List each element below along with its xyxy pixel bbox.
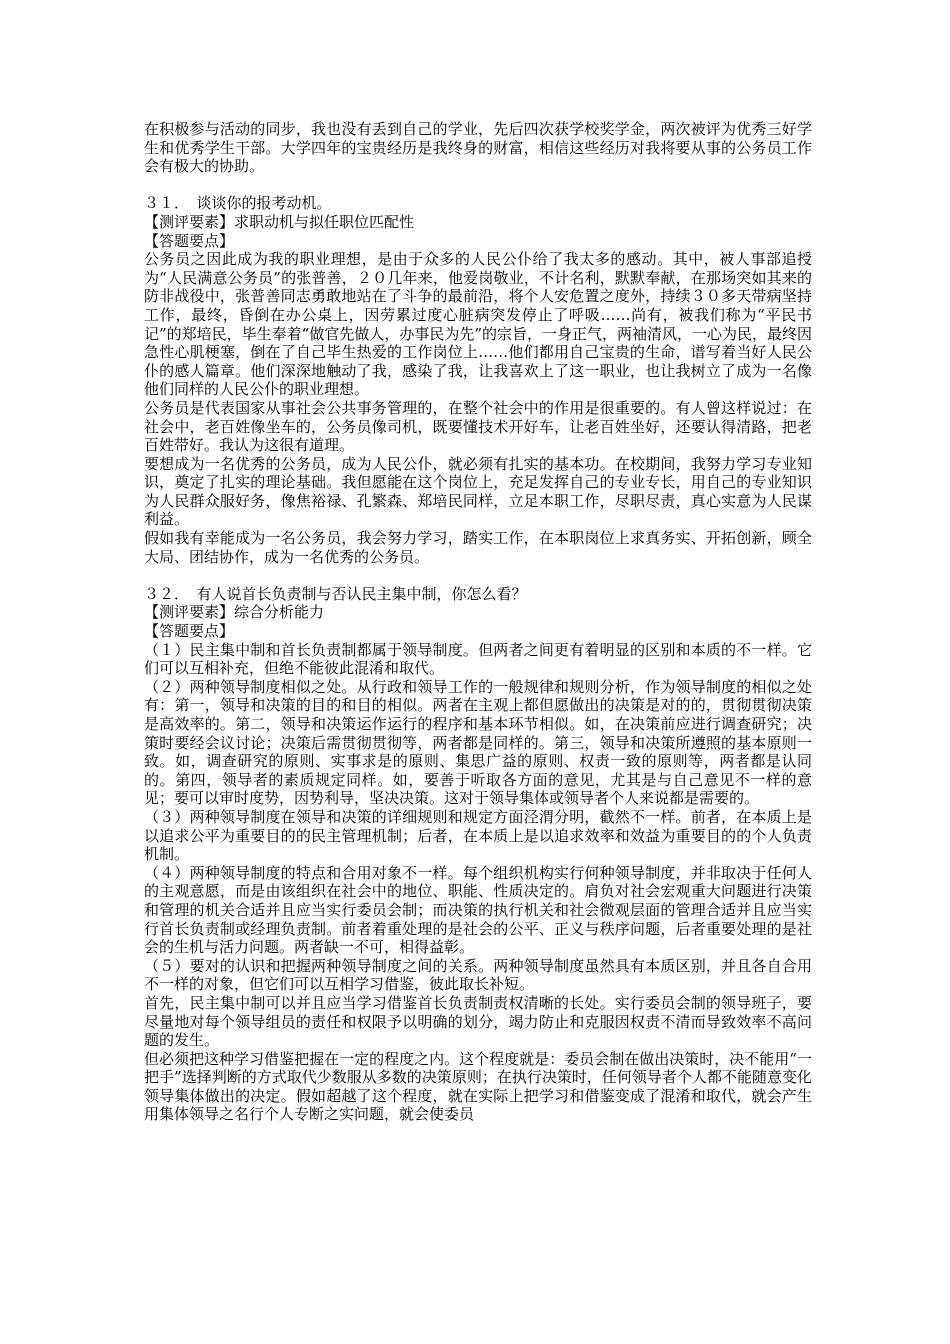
question-31-answer-paragraph: 要想成为一名优秀的公务员，成为人民公仆，就必须有扎实的基本功。在校期间，我努力学习专业知识，奠定了扎实的理论基础。我但愿能在这个岗位上，充足发挥自己的专业专长，用自己的专业知识为人民群众服好务，像焦裕禄、孔繁森、郑培民同样，立足本职工作，尽职尽责，真心实意为人民谋利益。 [144, 454, 812, 529]
question-32-answer-paragraph: 但必须把这种学习借鉴把握在一定的程度之内。这个程度就是：委员会制在做出决策时，决不能用“一把手”选择判断的方式取代少数服从多数的决策原则；在执行决策时，任何领导者个人都不能随意变化领导集体做出的决定。假如超越了这个程度，就在实际上把学习和借鉴变成了混淆和取代，就会产生用集体领导之名行个人专断之实问题，就会使委员 [144, 1049, 812, 1124]
question-32-criteria: 【测评要素】综合分析能力 [144, 603, 325, 622]
question-31-answer-paragraph: 公务员之因此成为我的职业理想，是由于众多的人民公仆给了我太多的感动。其中，被人事部追授为“人民满意公务员”的张普善，２０几年来，他爱岗敬业，不计名利，默默奉献，在那场突如其来的防非战役中，张普善同志勇敢地站在了斗争的最前沿，将个人安危置之度外，持续３０多天带病坚持工作，最终，昏倒在办公桌上，因劳累过度心脏病突发停止了呼吸……尚有，被我们称为“平民书记”的郑培民，毕生奉着“做官先做人，办事民为先”的宗旨，一身正气，两袖清风，一心为民，最终因急性心肌梗塞，倒在了自己毕生热爱的工作岗位上……他们都用自己宝贵的生命，谱写着当好人民公仆的感人篇章。他们深深地触动了我，感染了我，让我喜欢上了这一职业，也让我树立了成为一名像他们同样的人民公仆的职业理想。 [144, 250, 813, 399]
question-32-answer-paragraph: （５）要对的认识和把握两种领导制度之间的关系。两种领导制度虽然具有本质区别，并且各自合用不一样的对象，但它们可以互相学习借鉴，彼此取长补短。 [144, 956, 812, 994]
intro-paragraph: 在积极参与活动的同步，我也没有丢到自己的学业，先后四次获学校奖学金，两次被评为优秀三好学生和优秀学生干部。大学四年的宝贵经历是我终身的财富，相信这些经历对我将要从事的公务员工作会有极大的协助。 [144, 120, 812, 176]
question-31-answer-paragraph: 假如我有幸能成为一名公务员，我会努力学习，踏实工作，在本职岗位上求真务实、开拓创新，顾全大局、团结协作，成为一名优秀的公务员。 [144, 529, 812, 566]
question-31-section [144, 194, 812, 566]
question-31-title: ３１． 谈谈你的报考动机。 [144, 194, 332, 213]
question-31-points-heading: 【答题要点】 [144, 231, 235, 250]
question-32-answer-paragraph: （３）两种领导制度在领导和决策的详细规则和规定方面泾渭分明，截然不一样。前者，在本质上是以追求公平为重要目的的民主管理机制；后者，在本质上是以追求效率和效益为重要目的的个人负责机制。 [144, 807, 812, 864]
question-31-criteria: 【测评要素】求职动机与拟任职位匹配性 [144, 212, 415, 231]
question-32-answer-paragraph: （４）两种领导制度的特点和合用对象不一样。每个组织机构实行何种领导制度，并非取决于任何人的主观意愿，而是由该组织在社会中的地位、职能、性质决定的。肩负对社会宏观重大问题进行决策和管理的机关合适并且应当实行委员会制；而决策的执行机关和社会微观层面的管理合适并且应当实行首长负责制或经理负责制。前者着重处理的是社会的公平、正义与秩序问题，后者重要处理的是社会的生机与活力问题。两者缺一不可，相得益彰。 [144, 863, 812, 957]
section-spacer [144, 566, 812, 585]
question-32-section [144, 585, 812, 1124]
question-31-answer-paragraph: 公务员是代表国家从事社会公共事务管理的，在整个社会中的作用是很重要的。有人曾这样说过：在社会中，老百姓像坐车的，公务员像司机，既要懂技术开好车，让老百姓坐好，还要认得清路，把老百姓带好。我认为这很有道理。 [144, 398, 812, 455]
question-32-answer-paragraph: （１）民主集中制和首长负责制都属于领导制度。但两者之间更有着明显的区别和本质的不一样。它们可以互相补充，但绝不能彼此混淆和取代。 [144, 640, 812, 678]
question-32-answer-paragraph: 首先，民主集中制可以并且应当学习借鉴首长负责制责权清晰的长处。实行委员会制的领导班子，要尽量地对每个领导组员的责任和权限予以明确的划分，竭力防止和克服因权责不清而导致效率不高问题的发生。 [144, 993, 812, 1050]
question-32-answer-paragraph: （２）两种领导制度相似之处。从行政和领导工作的一般规律和规则分析，作为领导制度的相似之处有：第一，领导和决策的目的和目的相似。两者在主观上都但愿做出的决策是对的的，贯彻贯彻决策是高效率的。第二，领导和决策运作运行的程序和基本环节相似。如，在决策前应进行调查研究；决策时要经会议讨论；决策后需贯彻贯彻等，两者都是同样的。第三，领导和决策所遵照的基本原则一致。如，调查研究的原则、实事求是的原则、集思广益的原则、权责一致的原则等，两者都是认同的。第四，领导者的素质规定同样。如，要善于听取各方面的意见，尤其是与自己意见不一样的意见；要可以审时度势，因势利导，坚决决策。这对于领导集体或领导者个人来说都是需要的。 [144, 677, 812, 808]
document-page [144, 120, 812, 1124]
section-spacer [144, 176, 812, 195]
question-32-points-heading: 【答题要点】 [144, 622, 235, 641]
question-32-title: ３２． 有人说首长负责制与否认民主集中制，你怎么看？ [144, 584, 527, 603]
